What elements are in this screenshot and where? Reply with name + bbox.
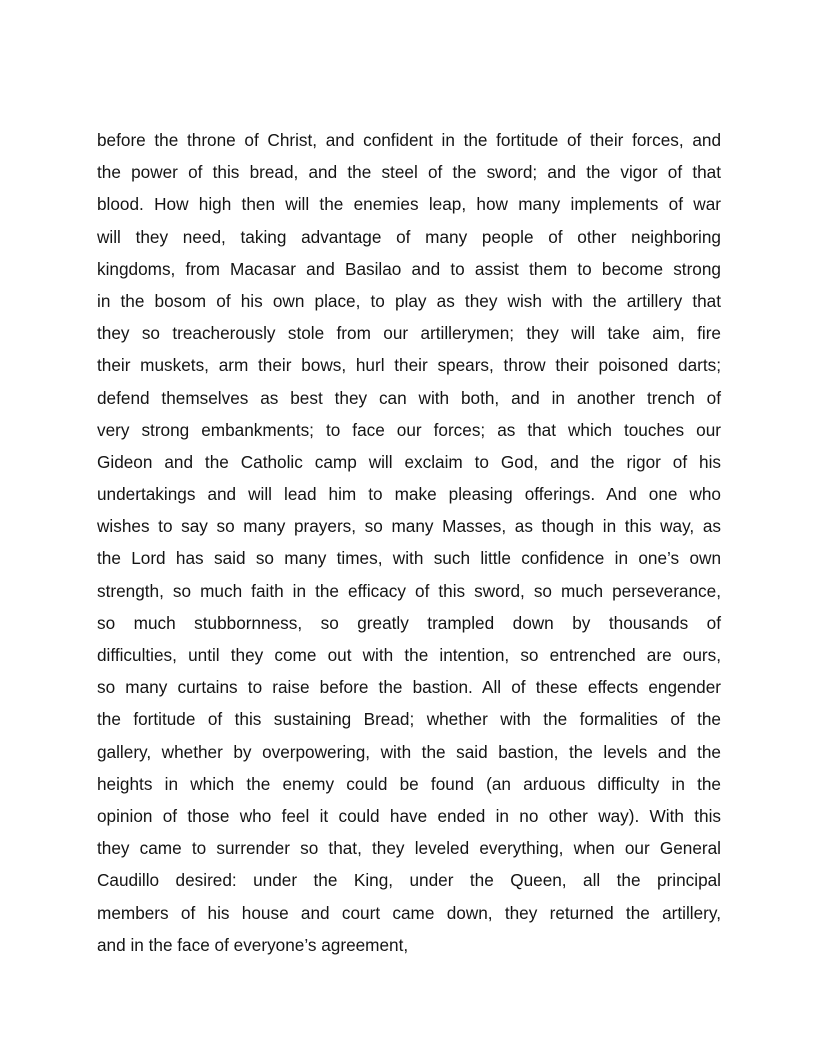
text-line-21: heights in which the enemy could be found (an arduous difficulty in the <box>97 773 721 794</box>
body-paragraph <box>97 124 721 961</box>
text-line-10: very strong embankments; to face our forces; as that which touches our <box>97 419 721 440</box>
text-line-15: strength, so much faith in the efficacy of this sword, so much perseverance, <box>97 580 721 601</box>
text-line-3: blood. How high then will the enemies leap, how many implements of war <box>97 194 721 215</box>
text-line-26: and in the face of everyone’s agreement, <box>97 934 409 955</box>
text-line-22: opinion of those who feel it could have ended in no other way). With this <box>97 805 721 826</box>
text-line-1: before the throne of Christ, and confident in the fortitude of their forces, and <box>97 130 721 150</box>
text-line-8: their muskets, arm their bows, hurl their spears, throw their poisoned darts; <box>97 355 721 376</box>
text-line-5: kingdoms, from Macasar and Basilao and to assist them to become strong <box>97 258 721 279</box>
text-line-24: Caudillo desired: under the King, under the Queen, all the principal <box>97 870 721 891</box>
text-line-18: so many curtains to raise before the bastion. All of these effects engender <box>97 677 721 698</box>
text-line-23: they came to surrender so that, they leveled everything, when our General <box>97 838 721 859</box>
text-line-12: undertakings and will lead him to make pleasing offerings. And one who <box>97 484 721 505</box>
text-line-13: wishes to say so many prayers, so many Masses, as though in this way, as <box>97 516 721 537</box>
text-line-2: the power of this bread, and the steel of the sword; and the vigor of that <box>97 162 721 183</box>
text-line-9: defend themselves as best they can with both, and in another trench of <box>97 387 721 408</box>
text-line-11: Gideon and the Catholic camp will exclaim to God, and the rigor of his <box>97 451 721 472</box>
text-line-4: will they need, taking advantage of many people of other neighboring <box>97 226 721 247</box>
text-line-25: members of his house and court came down, they returned the artillery, <box>97 902 721 923</box>
text-line-16: so much stubbornness, so greatly trampled down by thousands of <box>97 612 721 633</box>
text-line-14: the Lord has said so many times, with such little confidence in one’s own <box>97 548 721 569</box>
text-line-19: the fortitude of this sustaining Bread; whether with the formalities of the <box>97 709 721 730</box>
text-line-7: they so treacherously stole from our artillerymen; they will take aim, fire <box>97 323 721 344</box>
text-line-6: in the bosom of his own place, to play as they wish with the artillery that <box>97 290 721 311</box>
text-line-17: difficulties, until they come out with the intention, so entrenched are ours, <box>97 645 721 665</box>
text-line-20: gallery, whether by overpowering, with the said bastion, the levels and the <box>97 741 721 762</box>
